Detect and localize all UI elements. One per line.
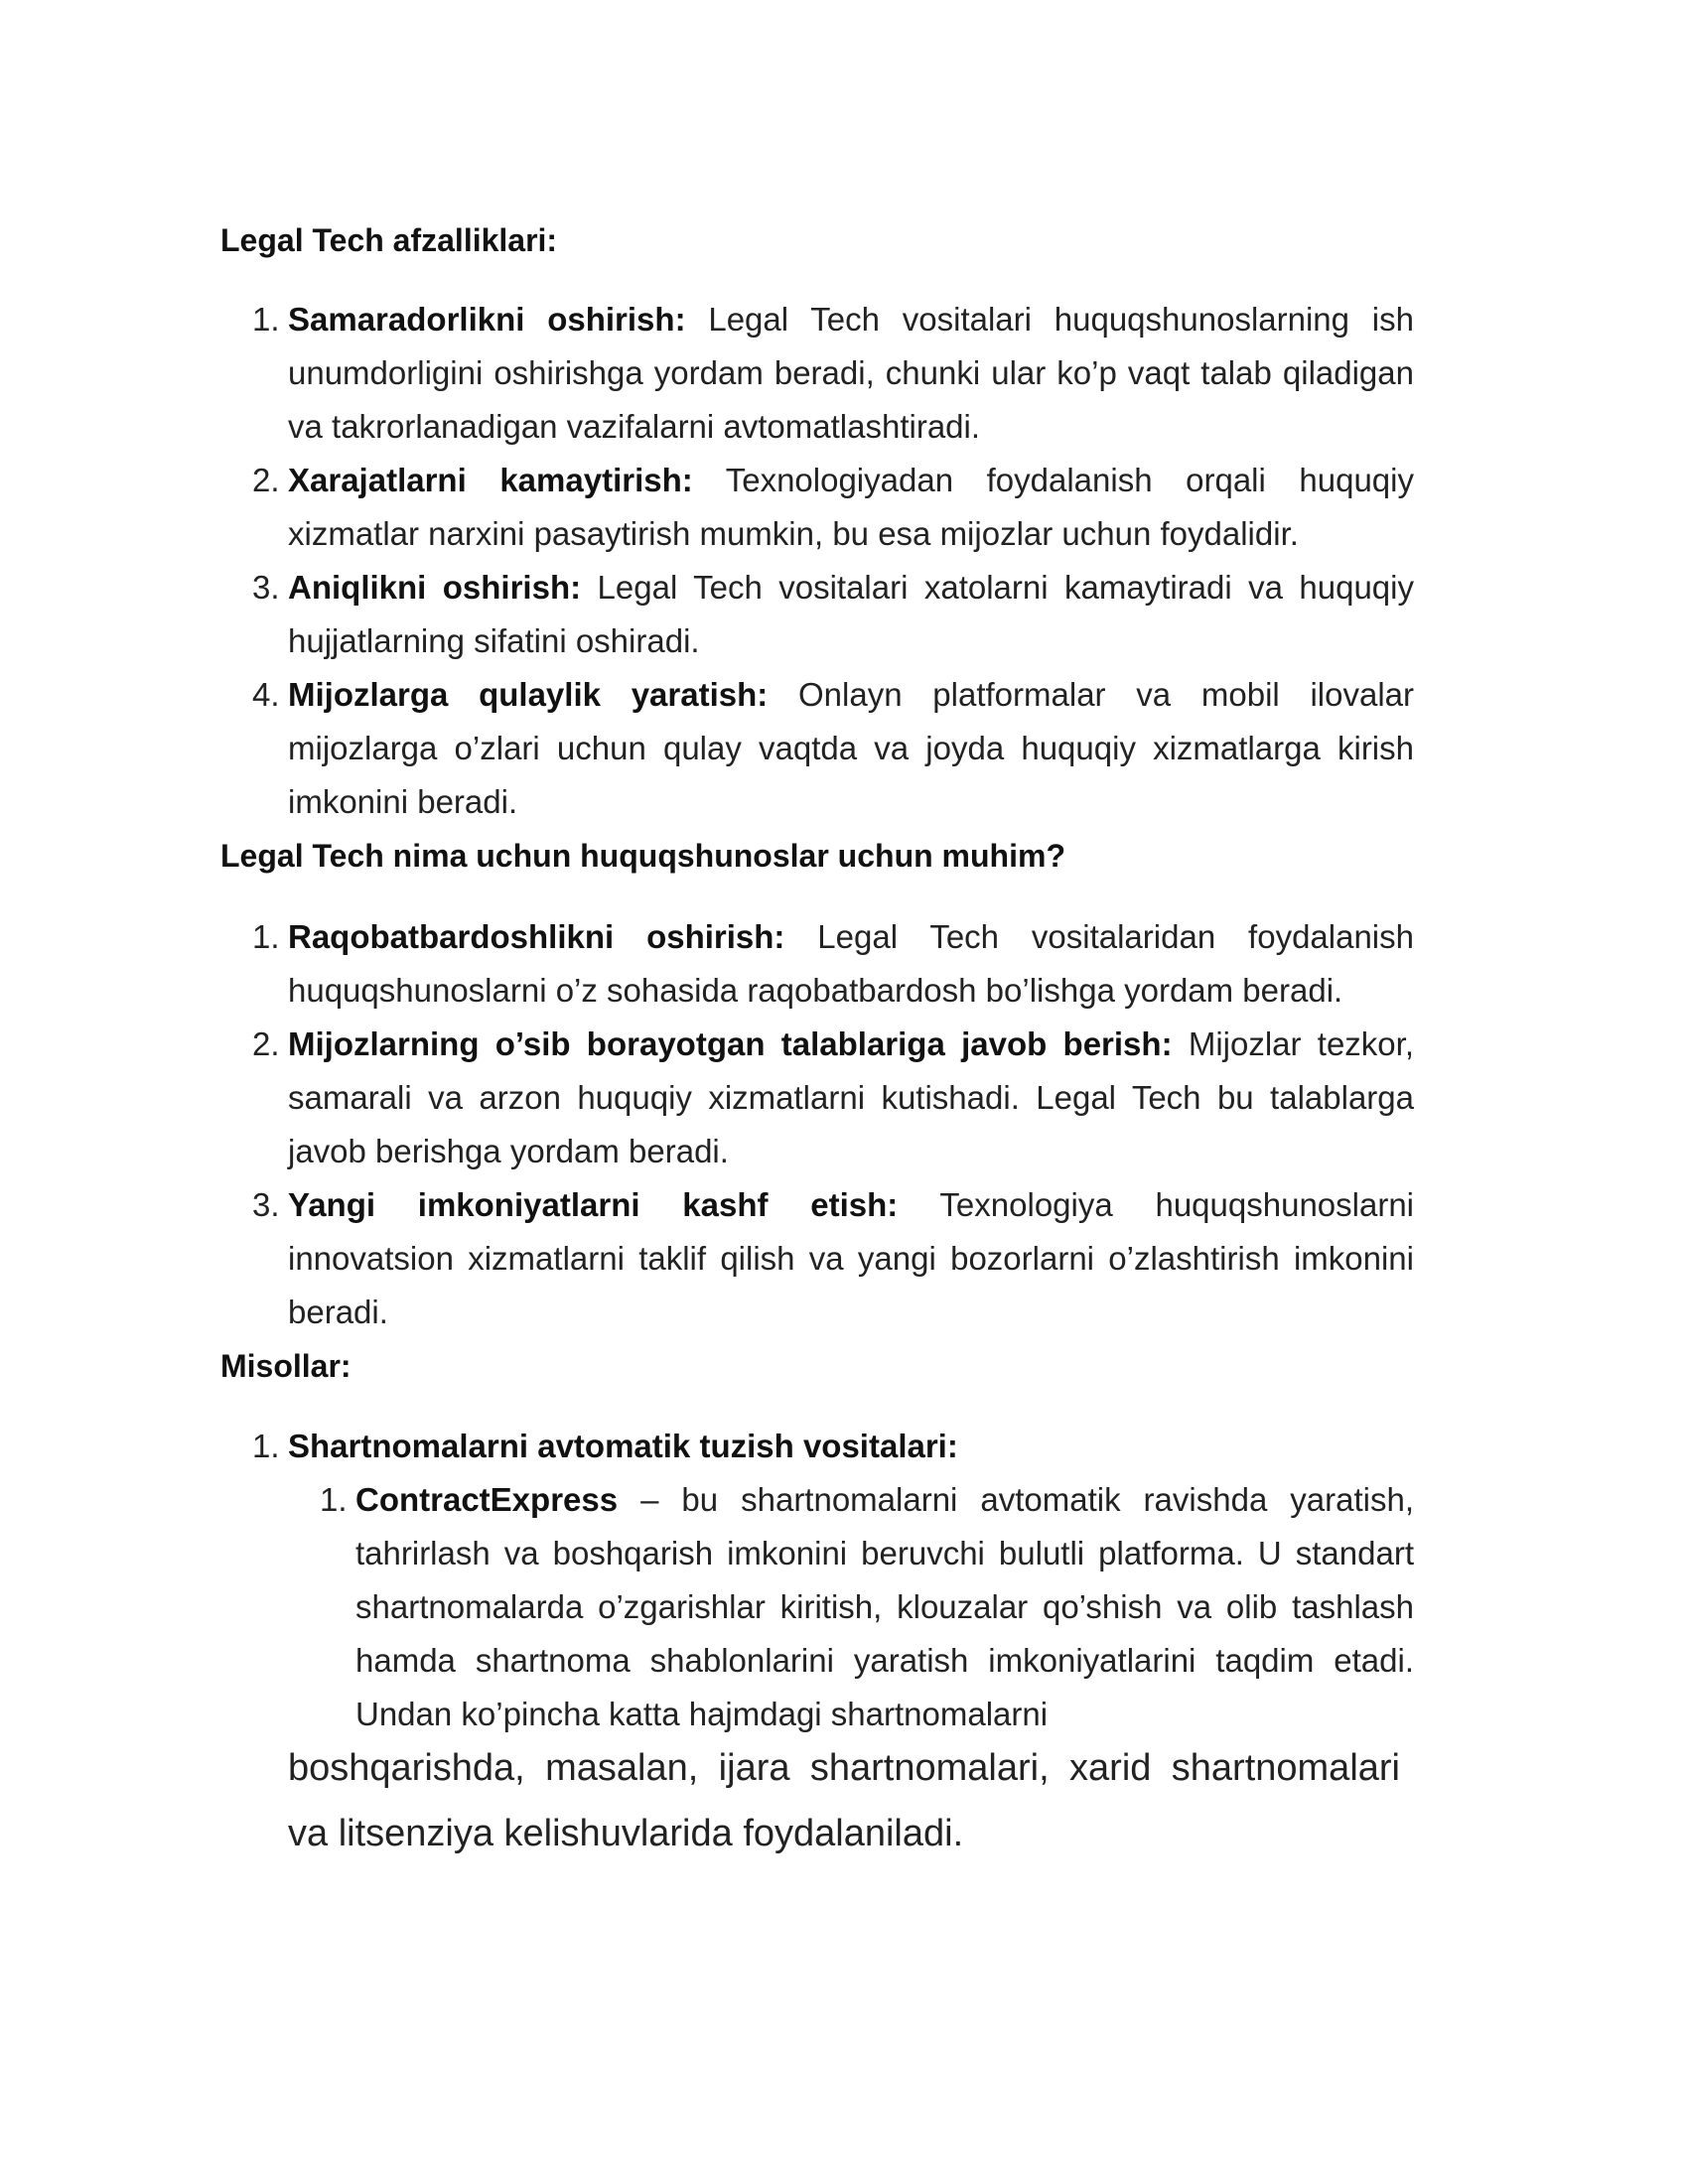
continuation-paragraph: boshqarishda, masalan, ijara shartnomalari, xarid shartnomalari va litsenziya kelishuvlarida foydalaniladi. bbox=[288, 1747, 1400, 1854]
list-item-text: – bu shartnomalarni avtomatik ravishda yaratish, tahrirlash va boshqarish imkonini beruvchi bulutli platforma. U standart shartnomalarda o’zgarishlar kiritish, klouzalar qo’shish va olib tashlash hamda shartnoma shablonlarini yaratish imkoniyatlarini taqdim etadi. Undan ko’pincha katta hajmdagi shartnomalarni bbox=[355, 1481, 1414, 1732]
list-item-text: Legal Tech vositalari xatolarni kamaytiradi va huquqiy hujjatlarning sifatini oshiradi. bbox=[288, 569, 1414, 659]
list-item-text: Legal Tech vositalari huquqshunoslarning ish unumdorligini oshirishga yordam beradi, chunki ular ko’p vaqt talab qiladigan va takrorlanadigan vazifalarni avtomatlashtiradi. bbox=[288, 301, 1414, 445]
section-heading-advantages: Legal Tech afzalliklari: bbox=[220, 222, 558, 258]
list-item-title: Raqobatbardoshlikni oshirish: bbox=[288, 918, 785, 955]
list-item-title: Shartnomalarni avtomatik tuzish vositalari: bbox=[288, 1428, 958, 1464]
list-number: 1. bbox=[252, 301, 280, 338]
list-item bbox=[252, 454, 1414, 561]
list-item bbox=[252, 1018, 1414, 1178]
list-item-text: Texnologiyadan foydalanish orqali huquqiy xizmatlar narxini pasaytirish mumkin, bu esa mijozlar uchun foydalidir. bbox=[288, 462, 1414, 552]
section-heading-examples: Misollar: bbox=[220, 1348, 352, 1384]
list-item bbox=[252, 668, 1414, 829]
list-number: 3. bbox=[252, 569, 280, 606]
list-item-text: Texnologiya huquqshunoslarni innovatsion xizmatlarni taklif qilish va yangi bozorlarni o’zlashtirish imkonini beradi. bbox=[288, 1186, 1415, 1330]
list-item-text: Legal Tech vositalaridan foydalanish huquqshunoslarni o’z sohasida raqobatbardosh bo’lishga yordam beradi. bbox=[288, 918, 1414, 1009]
list-number: 2. bbox=[252, 462, 280, 498]
list-number: 4. bbox=[252, 676, 280, 713]
list-number: 1. bbox=[252, 1428, 280, 1464]
list-number: 1. bbox=[252, 918, 280, 955]
list-item-title: Aniqlikni oshirish: bbox=[288, 569, 582, 606]
list-item-title: Samaradorlikni oshirish: bbox=[288, 301, 686, 338]
list-item bbox=[252, 561, 1414, 668]
list-number: 3. bbox=[252, 1186, 280, 1223]
list-number: 2. bbox=[252, 1025, 280, 1062]
section-heading-importance: Legal Tech nima uchun huquqshunoslar uchun muhim? bbox=[220, 838, 1065, 874]
list-item-title: ContractExpress bbox=[355, 1481, 619, 1518]
list-item-text: Onlayn platformalar va mobil ilovalar mijozlarga o’zlari uchun qulay vaqtda va joyda huquqiy xizmatlarga kirish imkonini beradi. bbox=[288, 676, 1415, 820]
list-item-title: Mijozlarga qulaylik yaratish: bbox=[288, 676, 769, 713]
sub-list-item bbox=[320, 1473, 1414, 1741]
list-item-title: Mijozlarning o’sib borayotgan talablariga javob berish: bbox=[288, 1025, 1173, 1062]
list-item-text: Mijozlar tezkor, samarali va arzon huquqiy xizmatlarni kutishadi. Legal Tech bu talablarga javob berishga yordam beradi. bbox=[288, 1025, 1414, 1169]
list-item-title: Xarajatlarni kamaytirish: bbox=[288, 462, 693, 498]
list-number: 1. bbox=[320, 1481, 348, 1518]
list-item-title: Yangi imkoniyatlarni kashf etish: bbox=[288, 1186, 899, 1223]
list-item bbox=[252, 1178, 1414, 1339]
list-item bbox=[252, 910, 1414, 1018]
list-item bbox=[252, 293, 1414, 454]
list-item bbox=[252, 1420, 1414, 1473]
